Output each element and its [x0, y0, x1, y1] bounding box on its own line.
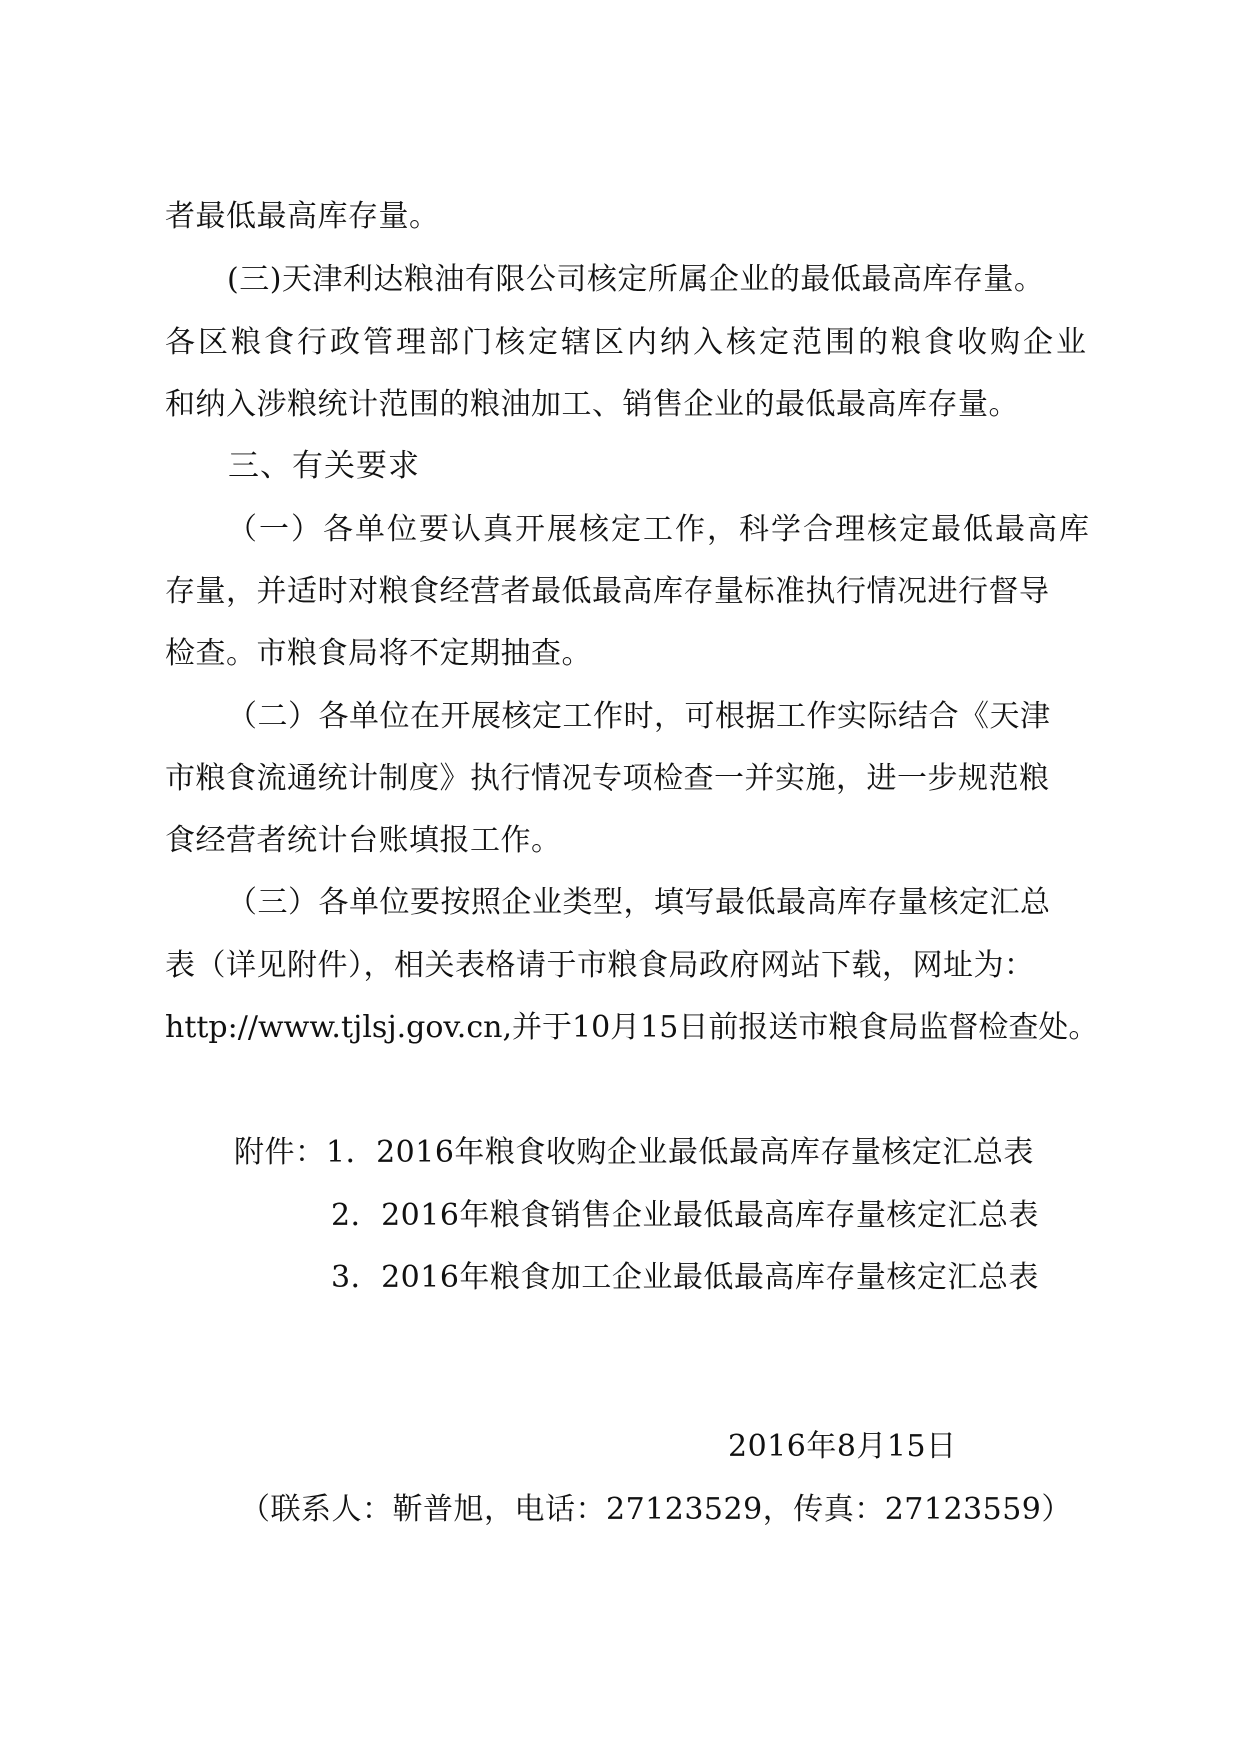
requirement-2-line-1: （二）各单位在开展核定工作时，可根据工作实际结合《天津 [227, 699, 1051, 734]
attachment-item-2: 2．2016年粮食销售企业最低最高库存量核定汇总表 [331, 1198, 1039, 1233]
contact-info: （联系人：靳普旭，电话：27123529，传真：27123559） [240, 1492, 1072, 1527]
requirement-1-line-1: （一）各单位要认真开展核定工作，科学合理核定最低最高库 [227, 512, 1091, 547]
issue-date: 2016年8月15日 [728, 1429, 957, 1464]
paragraph-continuation: 者最低最高库存量。 [165, 199, 440, 234]
section-heading: 三、有关要求 [228, 448, 420, 484]
requirement-3-line-3: http://www.tjlsj.gov.cn,并于10月15日前报送市粮食局监督检查处。 [165, 1010, 1099, 1045]
requirement-1-line-3: 检查。市粮食局将不定期抽查。 [165, 636, 592, 671]
requirement-1-line-2: 存量，并适时对粮食经营者最低最高库存量标准执行情况进行督导 [165, 574, 1050, 609]
requirement-3-line-2: 表（详见附件），相关表格请于市粮食局政府网站下载，网址为： [165, 948, 1035, 983]
attachment-item-1: 1．2016年粮食收购企业最低最高库存量核定汇总表 [326, 1135, 1034, 1170]
requirement-2-line-3: 食经营者统计台账填报工作。 [165, 823, 562, 858]
paragraph-3-line-2: 各区粮食行政管理部门核定辖区内纳入核定范围的粮食收购企业 [165, 325, 1089, 360]
requirement-3-line-1: （三）各单位要按照企业类型，填写最低最高库存量核定汇总 [227, 885, 1051, 920]
attachments-label: 附件： [234, 1135, 326, 1170]
paragraph-3-line-1: (三)天津利达粮油有限公司核定所属企业的最低最高库存量。 [227, 262, 1045, 297]
requirement-2-line-2: 市粮食流通统计制度》执行情况专项检查一并实施，进一步规范粮 [165, 761, 1050, 796]
attachment-item-3: 3．2016年粮食加工企业最低最高库存量核定汇总表 [331, 1260, 1039, 1295]
paragraph-3-line-3: 和纳入涉粮统计范围的粮油加工、销售企业的最低最高库存量。 [165, 387, 1019, 422]
